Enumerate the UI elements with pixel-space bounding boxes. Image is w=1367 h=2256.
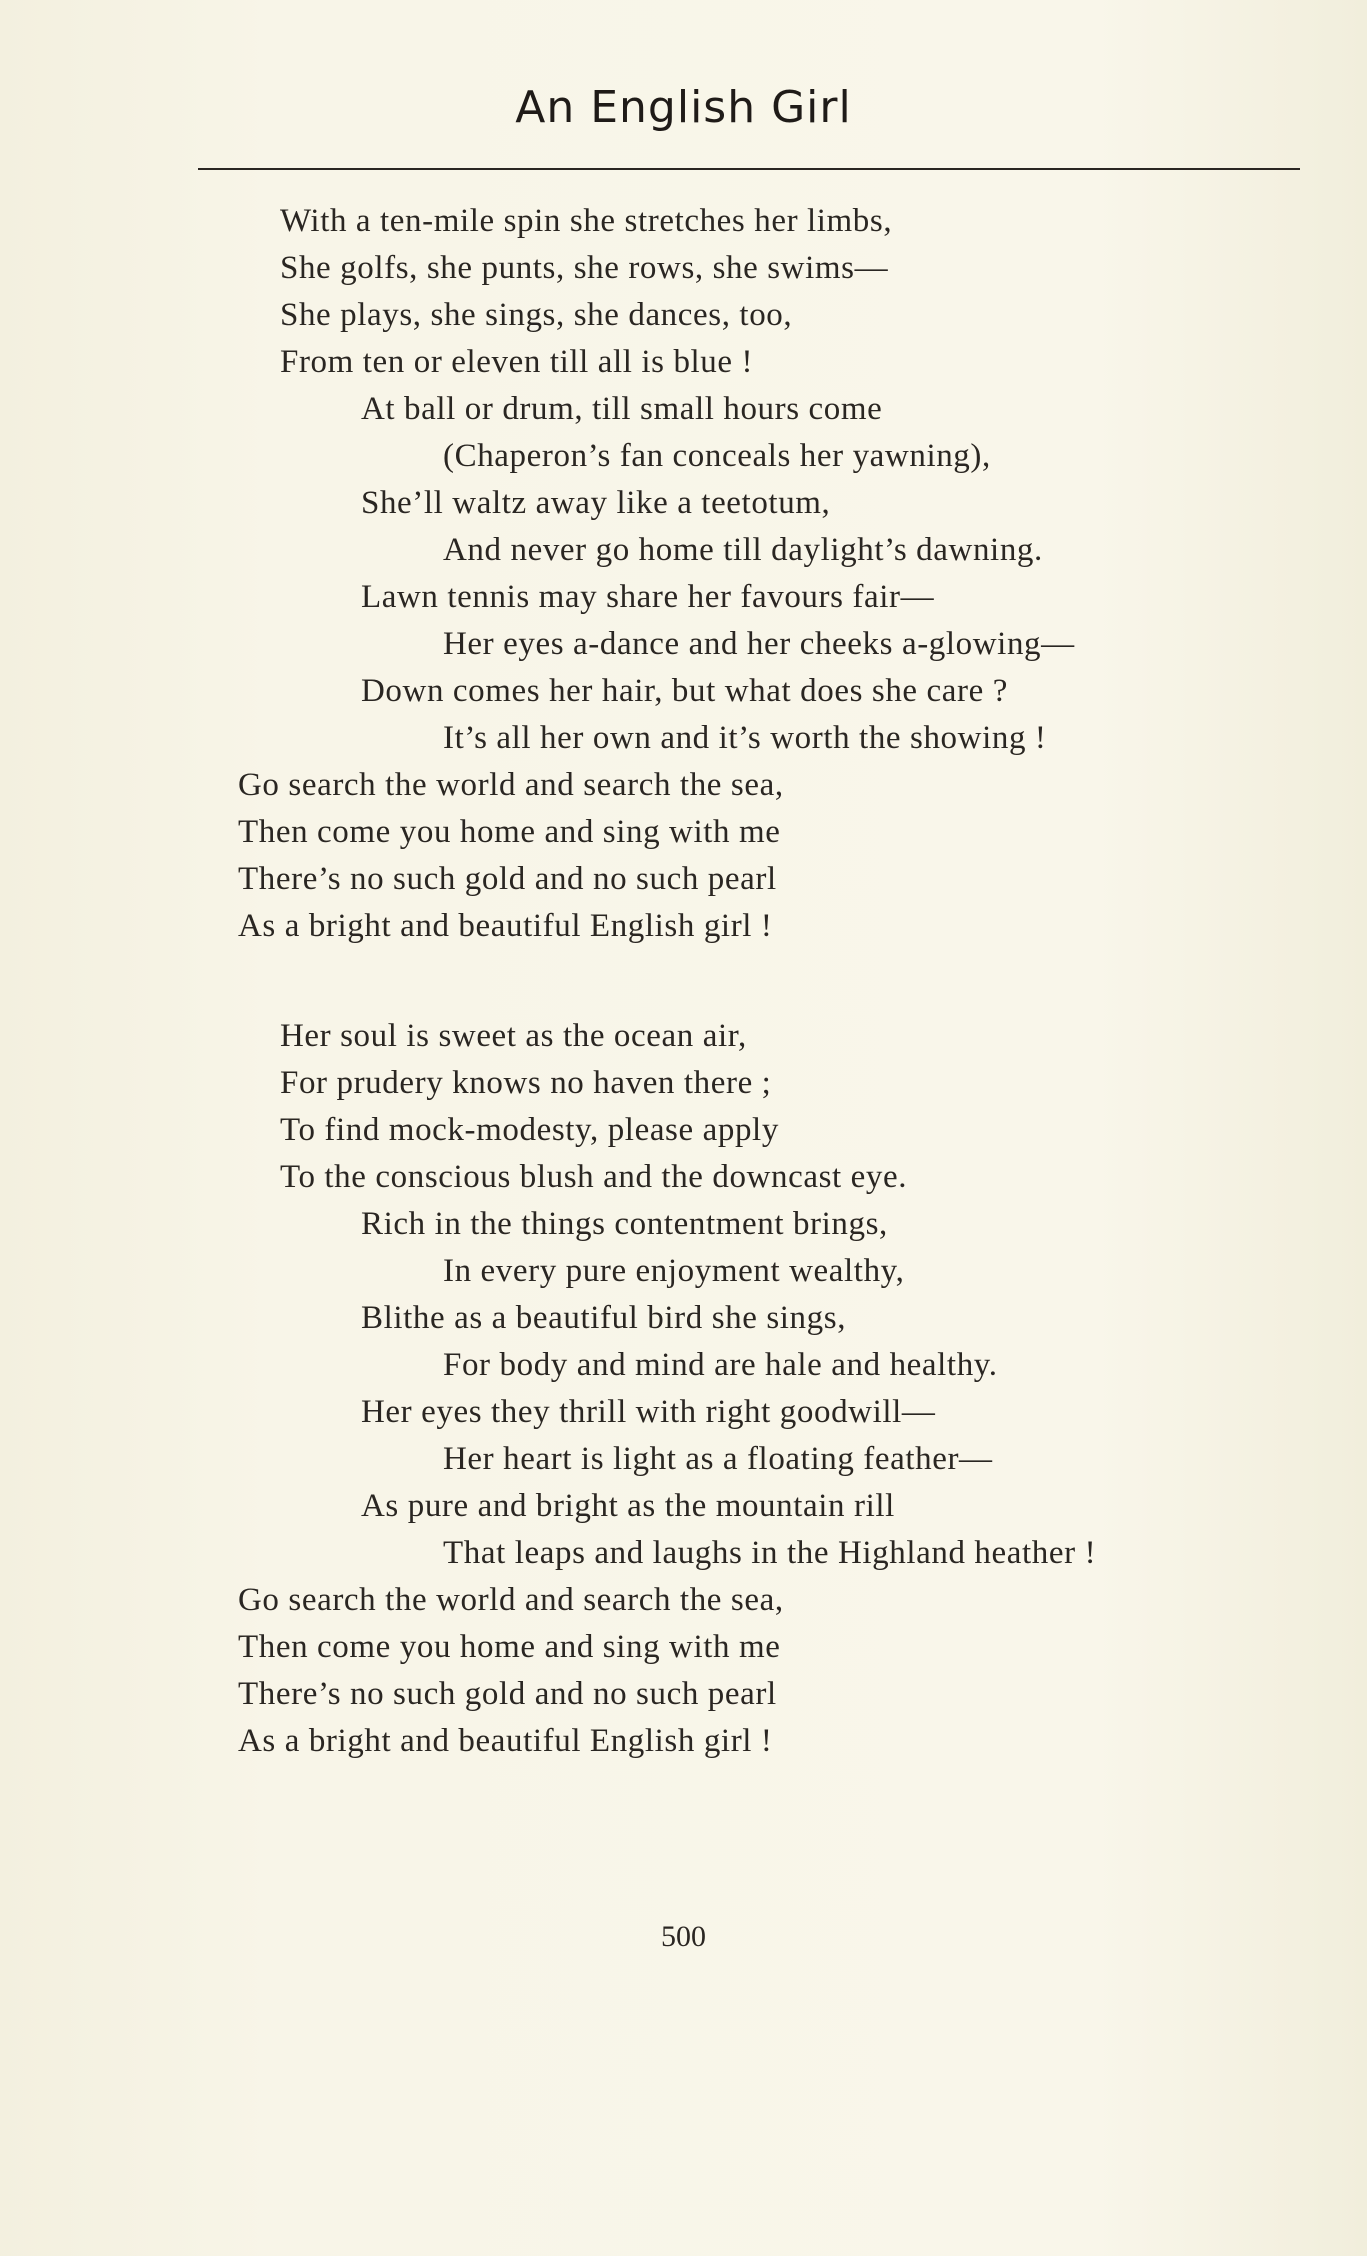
poem-line: That leaps and laughs in the Highland heather ! [443,1535,1097,1571]
poem-line: Her soul is sweet as the ocean air, [280,1018,747,1054]
poem-line: She plays, she sings, she dances, too, [280,297,793,333]
poem-line: As pure and bright as the mountain rill [361,1488,895,1524]
poem-line: Blithe as a beautiful bird she sings, [361,1300,847,1336]
poem-line: Rich in the things contentment brings, [361,1206,888,1242]
poem-line: Her heart is light as a floating feather— [443,1441,993,1477]
poem-line: Down comes her hair, but what does she care ? [361,673,1008,709]
poem-line: Go search the world and search the sea, [238,1582,784,1618]
poem-line: Then come you home and sing with me [238,814,781,850]
poem-line: For body and mind are hale and healthy. [443,1347,998,1383]
poem-line: There’s no such gold and no such pearl [238,1676,777,1712]
poem-line: It’s all her own and it’s worth the showing ! [443,720,1047,756]
poem-line: Lawn tennis may share her favours fair— [361,579,935,615]
poem-line: With a ten-mile spin she stretches her limbs, [280,203,893,239]
poem-line: Her eyes a-dance and her cheeks a-glowing— [443,626,1075,662]
poem-line: As a bright and beautiful English girl ! [238,908,773,944]
poem-line: To find mock-modesty, please apply [280,1112,779,1148]
poem-line: Then come you home and sing with me [238,1629,781,1665]
poem-line: As a bright and beautiful English girl ! [238,1723,773,1759]
poem-line: Go search the world and search the sea, [238,767,784,803]
poem-line: For prudery knows no haven there ; [280,1065,772,1101]
poem-line: She’ll waltz away like a teetotum, [361,485,831,521]
poem-line: Her eyes they thrill with right goodwill— [361,1394,936,1430]
poem-line: And never go home till daylight’s dawning. [443,532,1043,568]
poem-line: From ten or eleven till all is blue ! [280,344,754,380]
poem-line: (Chaperon’s fan conceals her yawning), [443,438,991,474]
poem-line: There’s no such gold and no such pearl [238,861,777,897]
poem-line: In every pure enjoyment wealthy, [443,1253,905,1289]
running-title: An English Girl [515,82,852,133]
poem-line: At ball or drum, till small hours come [361,391,883,427]
poem-line: To the conscious blush and the downcast eye. [280,1159,908,1195]
poem-line: She golfs, she punts, she rows, she swims— [280,250,889,286]
page-number: 500 [661,1920,706,1953]
header-rule [198,168,1300,170]
